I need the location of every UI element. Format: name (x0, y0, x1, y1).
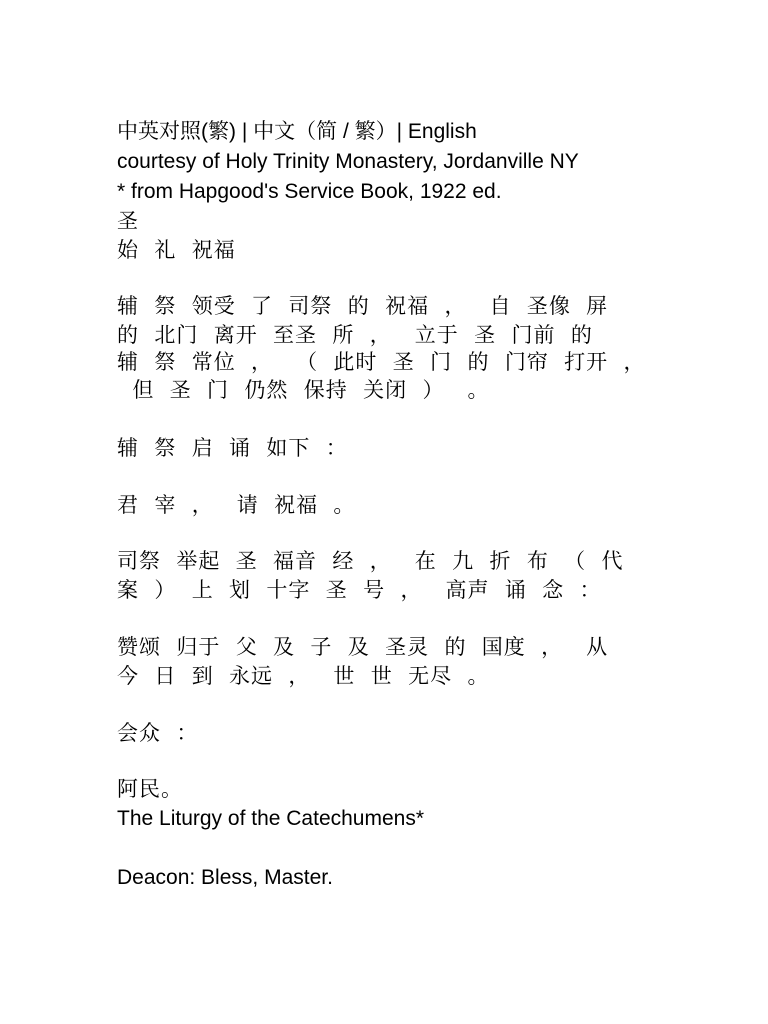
zh-rubric1-line-4: 但 圣 门 仍然 保持 关闭 ） 。 (117, 378, 490, 402)
zh-rubric1-line-1: 辅 祭 领受 了 司祭 的 祝福 ， 自 圣像 屏 (117, 294, 609, 318)
source-line: * from Hapgood's Service Book, 1922 ed. (117, 180, 502, 203)
zh-rubric4: 会众 ： (117, 721, 199, 745)
en-title: The Liturgy of the Catechumens* (117, 807, 425, 830)
en-deacon-line: Deacon: Bless, Master. (117, 866, 333, 889)
language-nav-line: 中英对照(繁) | 中文（简 / 繁）| English (117, 120, 477, 143)
zh-title-line-2: 始 礼 祝福 (117, 238, 236, 262)
zh-rubric3-line-1: 司祭 举起 圣 福音 经 ， 在 九 折 布 （ 代 (117, 549, 624, 573)
zh-rubric3-line-2: 案 ） 上 划 十字 圣 号 ， 高声 诵 念 ： (117, 578, 602, 602)
zh-deacon-line: 君 宰 ， 请 祝福 。 (117, 493, 356, 517)
zh-rubric1-line-2: 的 北门 离开 至圣 所 ， 立于 圣 门前 的 (117, 323, 593, 347)
zh-title-line-1: 圣 (117, 209, 139, 233)
zh-people-line: 阿民。 (117, 777, 183, 801)
zh-priest-line-1: 赞颂 归于 父 及 子 及 圣灵 的 国度 ， 从 (117, 635, 609, 659)
zh-rubric2: 辅 祭 启 诵 如下 ： (117, 436, 348, 460)
courtesy-line: courtesy of Holy Trinity Monastery, Jordanville NY (117, 150, 579, 173)
zh-rubric1-line-3: 辅 祭 常位 ， （ 此时 圣 门 的 门帘 打开 ， (117, 350, 646, 374)
zh-priest-line-2: 今 日 到 永远 ， 世 世 无尽 。 (117, 664, 490, 688)
